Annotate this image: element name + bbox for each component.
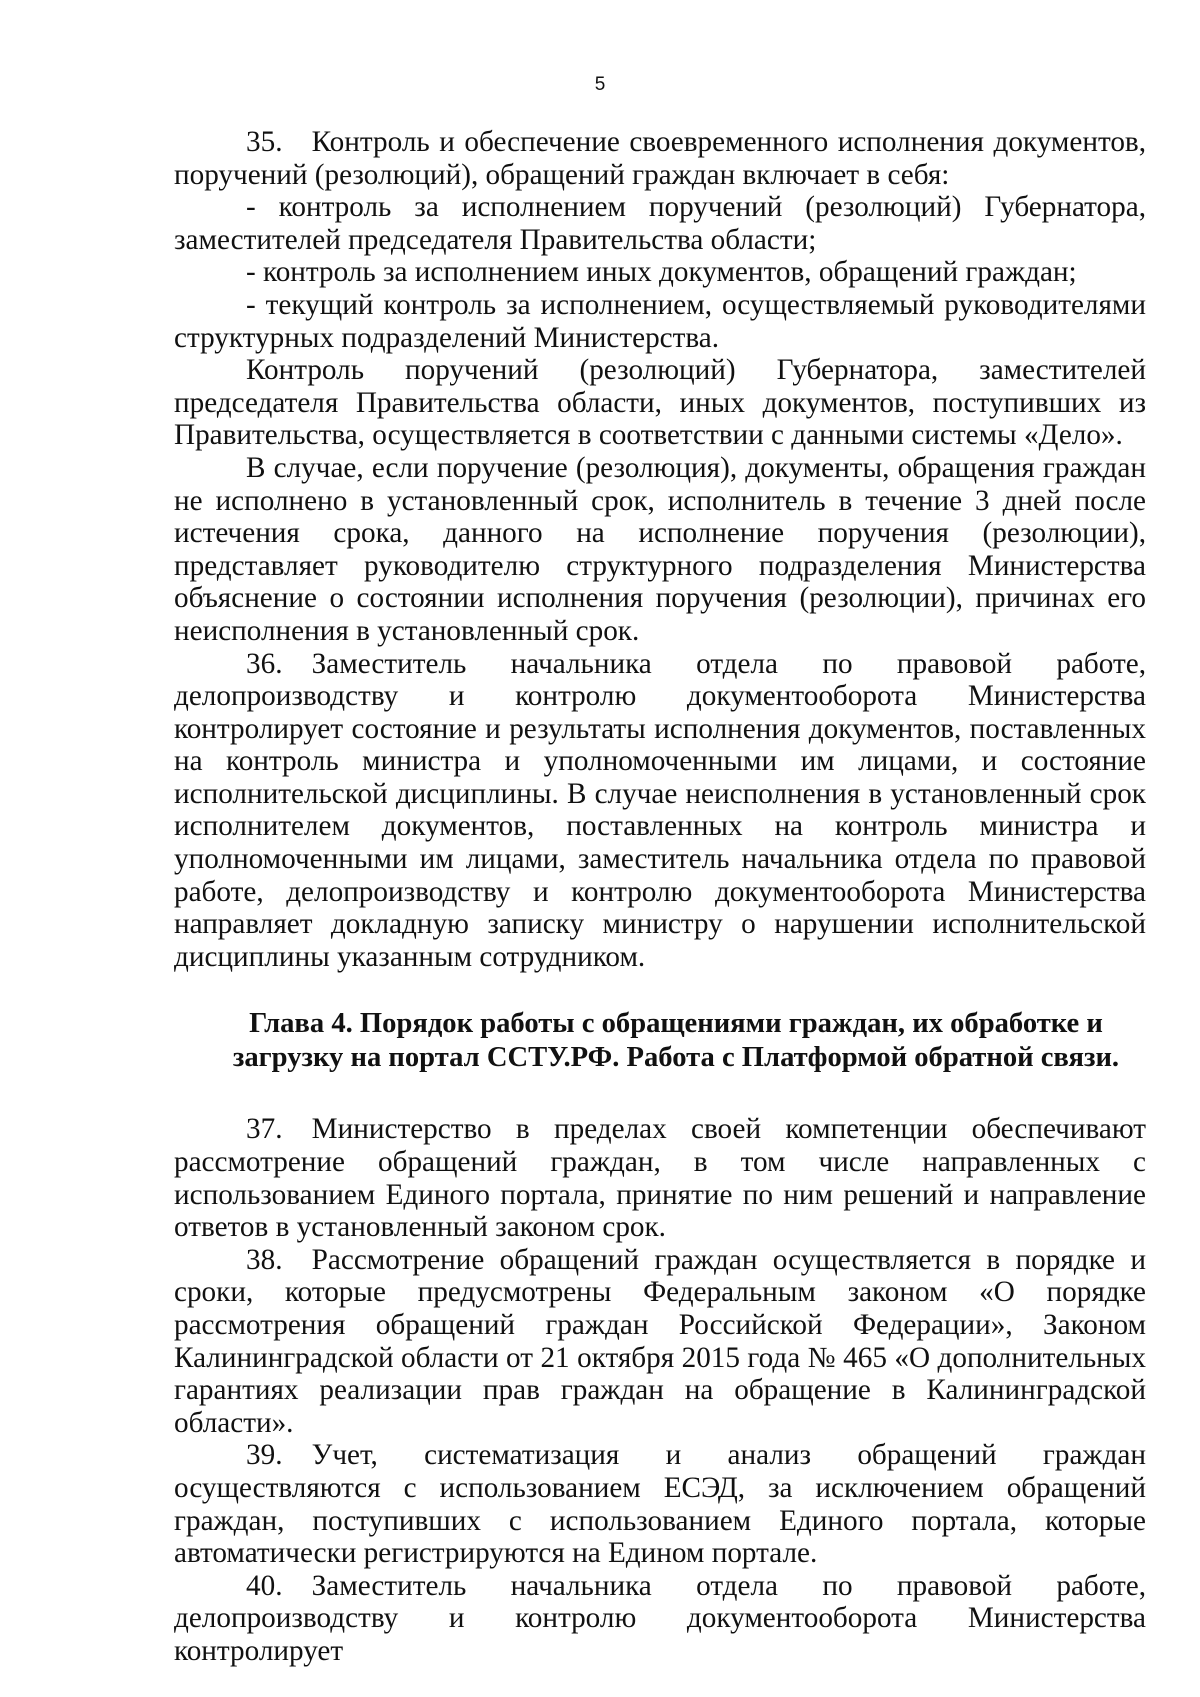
- paragraph-overdue-explanation: В случае, если поручение (резолюция), документы, обращения граждан не исполнено в установленный срок, исполнитель в течение 3 дней после истечения срока, данного на исполнение поручения (резолюции), представляет руководителю структурного подразделения Министерства объяснение о состоянии исполнения поручения (резолюции), причинах его неисполнения в установленный срок.: [174, 451, 1146, 647]
- chapter-heading-line-1: Глава 4. Порядок работы с обращениями граждан, их обработке и: [249, 1008, 1103, 1040]
- page-number: 5: [594, 74, 606, 95]
- paragraph-39: 39. Учет, систематизация и анализ обращений граждан осуществляются с использованием ЕСЭД, за исключением обращений граждан, поступивших с использованием Единого портала, которые автоматически регистрируются на Едином портале.: [174, 1439, 1146, 1570]
- paragraph-delo-system: Контроль поручений (резолюций) Губернатора, заместителей председателя Правительства области, иных документов, поступивших из Правительства, осуществляется в соответствии с данными системы «Дело».: [174, 354, 1146, 452]
- list-item-other-documents-control: - контроль за исполнением иных документов, обращений граждан;: [246, 256, 1077, 289]
- paragraph-37: 37. Министерство в пределах своей компетенции обеспечивают рассмотрение обращений граждан, в том числе направленных с использованием Единого портала, принятие по ним решений и направление ответов в установленный законом срок.: [174, 1113, 1146, 1244]
- chapter-heading: [174, 1007, 1146, 1075]
- document-body: [174, 126, 1146, 1668]
- paragraph-35: 35. Контроль и обеспечение своевременного исполнения документов, поручений (резолюций), обращений граждан включает в себя:: [174, 126, 1146, 191]
- chapter-heading-line-2: загрузку на портал ССТУ.РФ. Работа с Платформой обратной связи.: [232, 1042, 1120, 1074]
- list-item-governor-control: - контроль за исполнением поручений (резолюций) Губернатора, заместителей председателя Правительства области;: [174, 191, 1146, 256]
- paragraph-36: 36. Заместитель начальника отдела по правовой работе, делопроизводству и контролю документооборота Министерства контролирует состояние и результаты исполнения документов, поставленных на контроль министра и уполномоченными им лицами, и состояние исполнительской дисциплины. В случае неисполнения в установленный срок исполнителем документов, поставленных на контроль министра и уполномоченными им лицами, заместитель начальника отдела по правовой работе, делопроизводству и контролю документооборота Министерства направляет докладную записку министру о нарушении исполнительской дисциплины указанным сотрудником.: [174, 647, 1146, 973]
- list-item-current-control: - текущий контроль за исполнением, осуществляемый руководителями структурных подразделений Министерства.: [174, 288, 1146, 354]
- paragraph-38: 38. Рассмотрение обращений граждан осуществляется в порядке и сроки, которые предусмотрены Федеральным законом «О порядке рассмотрения обращений граждан Российской Федерации», Законом Калининградской области от 21 октября 2015 года № 465 «О дополнительных гарантиях реализации прав граждан на обращение в Калининградской области».: [174, 1243, 1146, 1439]
- paragraph-40: 40. Заместитель начальника отдела по правовой работе, делопроизводству и контролю документооборота Министерства контролирует: [174, 1569, 1146, 1667]
